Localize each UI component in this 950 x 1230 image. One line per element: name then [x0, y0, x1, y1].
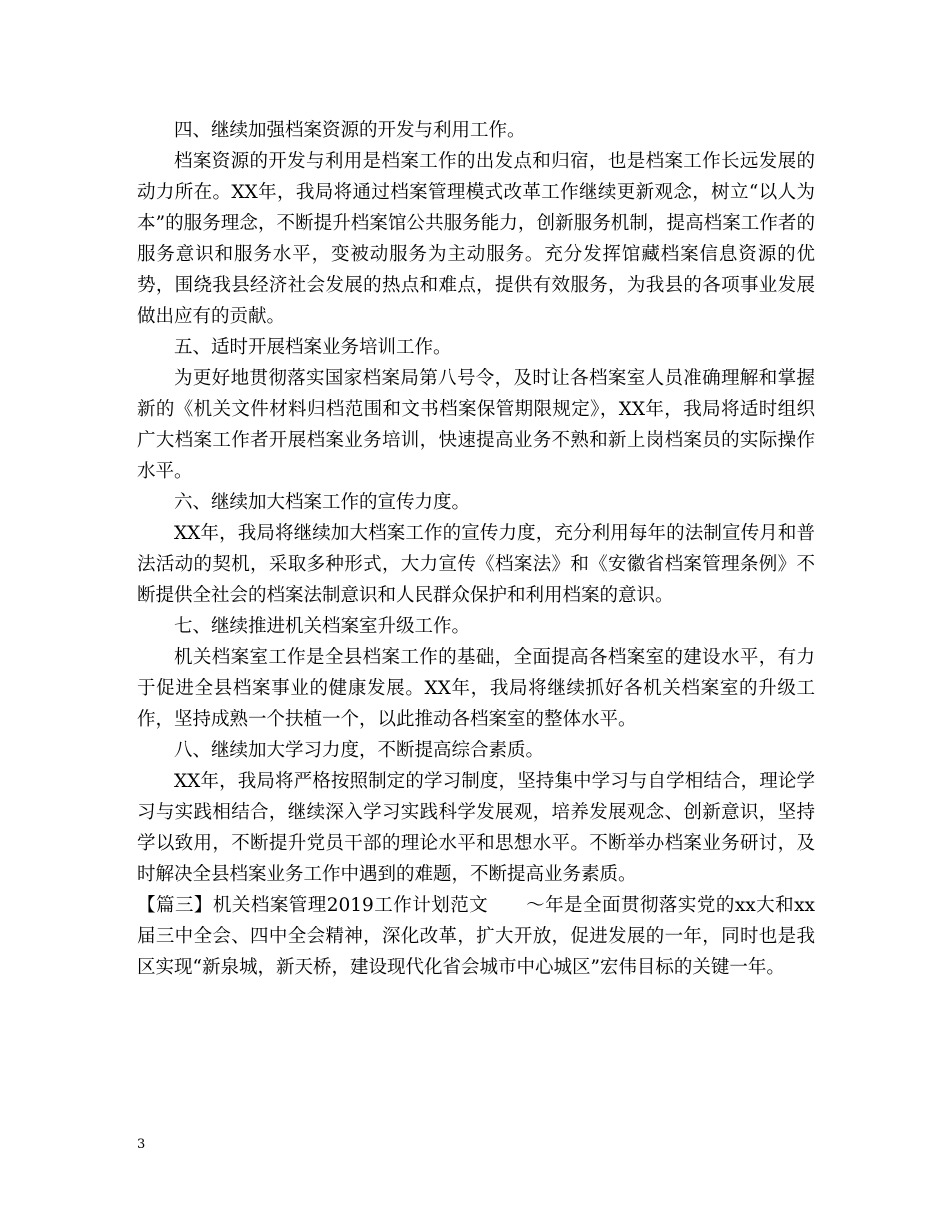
section-heading-4: 四、继续加强档案资源的开发与利用工作。: [174, 120, 526, 141]
section-heading-7: 七、继续推进机关档案室升级工作。: [174, 616, 471, 637]
section-heading-8: 八、继续加大学习力度，不断提高综合素质。: [174, 740, 545, 761]
paragraph-archive-resources: 档案资源的开发与利用是档案工作的出发点和归宿，也是档案工作长远发展的动力所在。XX年，我局将通过档案管理模式改革工作继续更新观念，树立“以人为本”的服务理念，不断提升档案馆公共服务能力，创新服务机制，提高档案工作者的服务意识和服务水平，变被动服务为主动服务。充分发挥馆藏档案信息资源的优势，围绕我县经济社会发展的热点和难点，提供有效服务，为我县的各项事业发展做出应有的贡献。: [137, 151, 815, 327]
section-heading-5: 五、适时开展档案业务培训工作。: [174, 337, 452, 358]
paragraph-study: XX年，我局将严格按照制定的学习制度，坚持集中学习与自学相结合，理论学习与实践相结合，继续深入学习实践科学发展观，培养发展观念、创新意识，坚持学以致用，不断提升党员干部的理论水平和思想水平。不断举办档案业务研讨，及时解决全县档案业务工作中遇到的难题，不断提高业务素质。: [137, 771, 815, 885]
section-heading-6: 六、继续加大档案工作的宣传力度。: [174, 492, 471, 513]
paragraph-training: 为更好地贯彻落实国家档案局第八号令，及时让各档案室人员准确理解和掌握新的《机关文件材料归档范围和文书档案保管期限规定》，XX年，我局将适时组织广大档案工作者开展档案业务培训，快速提高业务不熟和新上岗档案员的实际操作水平。: [137, 368, 815, 482]
document-body: [137, 115, 815, 983]
paragraph-publicity: XX年，我局将继续加大档案工作的宣传力度，充分利用每年的法制宣传月和普法活动的契机，采取多种形式，大力宣传《档案法》和《安徽省档案管理条例》不断提供全社会的档案法制意识和人民群众保护和利用档案的意识。: [137, 523, 815, 606]
paragraph-archive-room-upgrade: 机关档案室工作是全县档案工作的基础，全面提高各档案室的建设水平，有力于促进全县档案事业的健康发展。XX年，我局将继续抓好各机关档案室的升级工作，坚持成熟一个扶植一个，以此推动各档案室的整体水平。: [137, 647, 815, 730]
paragraph-part-three: 【篇三】机关档案管理2019工作计划范文 ～年是全面贯彻落实党的xx大和xx届三中全会、四中全会精神，深化改革，扩大开放，促进发展的一年，同时也是我区实现“新泉城，新天桥，建设现代化省会城市中心城区”宏伟目标的关键一年。: [137, 895, 815, 978]
page-number: 3: [137, 1137, 146, 1152]
